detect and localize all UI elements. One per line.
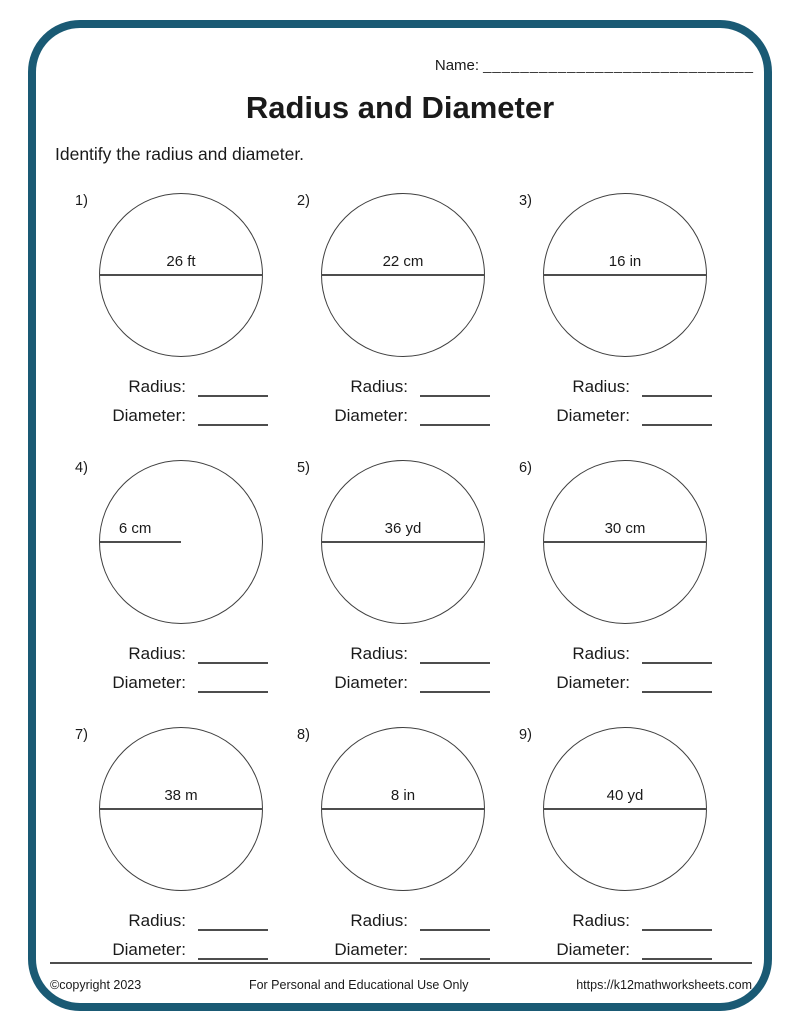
- circle-diagram: [543, 727, 707, 891]
- diameter-answer-row: [514, 940, 736, 960]
- diameter-label: Diameter:: [556, 940, 630, 959]
- circle-diagram: [99, 727, 263, 891]
- radius-answer-row: [70, 644, 292, 664]
- page-title: Radius and Diameter: [245, 90, 555, 125]
- problem-number: 1): [75, 193, 88, 209]
- circle-diagram: [321, 460, 485, 624]
- radius-answer-row: [70, 911, 292, 931]
- radius-label: Radius:: [128, 911, 186, 930]
- name-label: Name:: [434, 57, 480, 74]
- circle-diagram: [543, 460, 707, 624]
- measurement-label: 38 m: [164, 787, 198, 804]
- diameter-answer-row: [514, 673, 736, 693]
- radius-answer-blank[interactable]: [420, 379, 490, 397]
- radius-answer-blank[interactable]: [198, 913, 268, 931]
- website-url[interactable]: https://k12mathworksheets.com: [576, 978, 752, 992]
- radius-answer-row: [514, 911, 736, 931]
- circle-diagram: [321, 727, 485, 891]
- problem-5: [292, 455, 514, 722]
- diameter-line: [99, 808, 263, 810]
- problem-number: 6): [519, 460, 532, 476]
- diameter-answer-row: [514, 406, 736, 426]
- diameter-answer-blank[interactable]: [198, 675, 268, 693]
- problem-7: [70, 722, 292, 989]
- radius-label: Radius:: [572, 377, 630, 396]
- diameter-answer-blank[interactable]: [642, 675, 712, 693]
- answer-area: [514, 644, 736, 693]
- measurement-label: 16 in: [608, 253, 642, 270]
- answer-area: [292, 644, 514, 693]
- problem-9: [514, 722, 736, 989]
- measurement-label: 6 cm: [118, 520, 152, 537]
- problem-number: 2): [297, 193, 310, 209]
- diameter-answer-blank[interactable]: [642, 408, 712, 426]
- radius-label: Radius:: [128, 377, 186, 396]
- problem-1: [70, 188, 292, 455]
- circle-diagram: [99, 193, 263, 357]
- problem-number: 9): [519, 727, 532, 743]
- problem-number: 7): [75, 727, 88, 743]
- name-fill-in-line[interactable]: _____________________________: [483, 57, 754, 74]
- measurement-label: 8 in: [390, 787, 416, 804]
- diameter-answer-row: [292, 673, 514, 693]
- diameter-line: [321, 541, 485, 543]
- measurement-label: 26 ft: [166, 253, 196, 270]
- measurement-label: 30 cm: [604, 520, 646, 537]
- diameter-line: [543, 541, 707, 543]
- problem-number: 5): [297, 460, 310, 476]
- radius-answer-blank[interactable]: [198, 379, 268, 397]
- instruction-text: Identify the radius and diameter.: [55, 144, 305, 164]
- diameter-line: [543, 274, 707, 276]
- answer-area: [292, 911, 514, 960]
- diameter-label: Diameter:: [334, 940, 408, 959]
- radius-answer-blank[interactable]: [420, 646, 490, 664]
- diameter-label: Diameter:: [334, 406, 408, 425]
- radius-label: Radius:: [572, 644, 630, 663]
- answer-area: [514, 377, 736, 426]
- radius-answer-blank[interactable]: [198, 646, 268, 664]
- circle-diagram: [99, 460, 263, 624]
- diameter-line: [99, 274, 263, 276]
- circle-diagram: [543, 193, 707, 357]
- radius-answer-blank[interactable]: [420, 913, 490, 931]
- diameter-label: Diameter:: [112, 673, 186, 692]
- radius-answer-row: [70, 377, 292, 397]
- radius-label: Radius:: [350, 644, 408, 663]
- diameter-label: Diameter:: [112, 940, 186, 959]
- answer-area: [70, 644, 292, 693]
- diameter-line: [321, 274, 485, 276]
- footer: [50, 978, 752, 992]
- radius-answer-row: [292, 644, 514, 664]
- diameter-answer-blank[interactable]: [198, 942, 268, 960]
- diameter-answer-row: [292, 940, 514, 960]
- measurement-label: 22 cm: [382, 253, 424, 270]
- radius-answer-blank[interactable]: [642, 913, 712, 931]
- problem-4: [70, 455, 292, 722]
- usage-text: For Personal and Educational Use Only: [248, 978, 469, 992]
- answer-area: [292, 377, 514, 426]
- name-row: [435, 57, 754, 74]
- radius-answer-row: [514, 644, 736, 664]
- answer-area: [70, 377, 292, 426]
- diameter-answer-row: [70, 940, 292, 960]
- radius-label: Radius:: [128, 644, 186, 663]
- diameter-answer-row: [70, 673, 292, 693]
- problem-6: [514, 455, 736, 722]
- diameter-label: Diameter:: [112, 406, 186, 425]
- radius-label: Radius:: [350, 377, 408, 396]
- copyright-text: ©copyright 2023: [50, 978, 142, 992]
- radius-label: Radius:: [350, 911, 408, 930]
- radius-answer-blank[interactable]: [642, 646, 712, 664]
- circle-diagram: [321, 193, 485, 357]
- problem-number: 8): [297, 727, 310, 743]
- problem-3: [514, 188, 736, 455]
- diameter-line: [543, 808, 707, 810]
- diameter-answer-row: [292, 406, 514, 426]
- diameter-line: [321, 808, 485, 810]
- measurement-label: 40 yd: [606, 787, 644, 804]
- radius-label: Radius:: [572, 911, 630, 930]
- problem-number: 4): [75, 460, 88, 476]
- footer-divider: [50, 962, 752, 964]
- radius-answer-row: [292, 377, 514, 397]
- diameter-label: Diameter:: [334, 673, 408, 692]
- diameter-answer-blank[interactable]: [642, 942, 712, 960]
- diameter-answer-blank[interactable]: [420, 675, 490, 693]
- measurement-label: 36 yd: [384, 520, 422, 537]
- radius-line: [99, 541, 181, 543]
- diameter-answer-row: [70, 406, 292, 426]
- diameter-answer-blank[interactable]: [420, 942, 490, 960]
- radius-answer-row: [514, 377, 736, 397]
- problem-8: [292, 722, 514, 989]
- problem-2: [292, 188, 514, 455]
- diameter-label: Diameter:: [556, 406, 630, 425]
- answer-area: [514, 911, 736, 960]
- problems-grid: [70, 188, 736, 989]
- problem-number: 3): [519, 193, 532, 209]
- diameter-answer-blank[interactable]: [420, 408, 490, 426]
- answer-area: [70, 911, 292, 960]
- radius-answer-blank[interactable]: [642, 379, 712, 397]
- diameter-answer-blank[interactable]: [198, 408, 268, 426]
- radius-answer-row: [292, 911, 514, 931]
- diameter-label: Diameter:: [556, 673, 630, 692]
